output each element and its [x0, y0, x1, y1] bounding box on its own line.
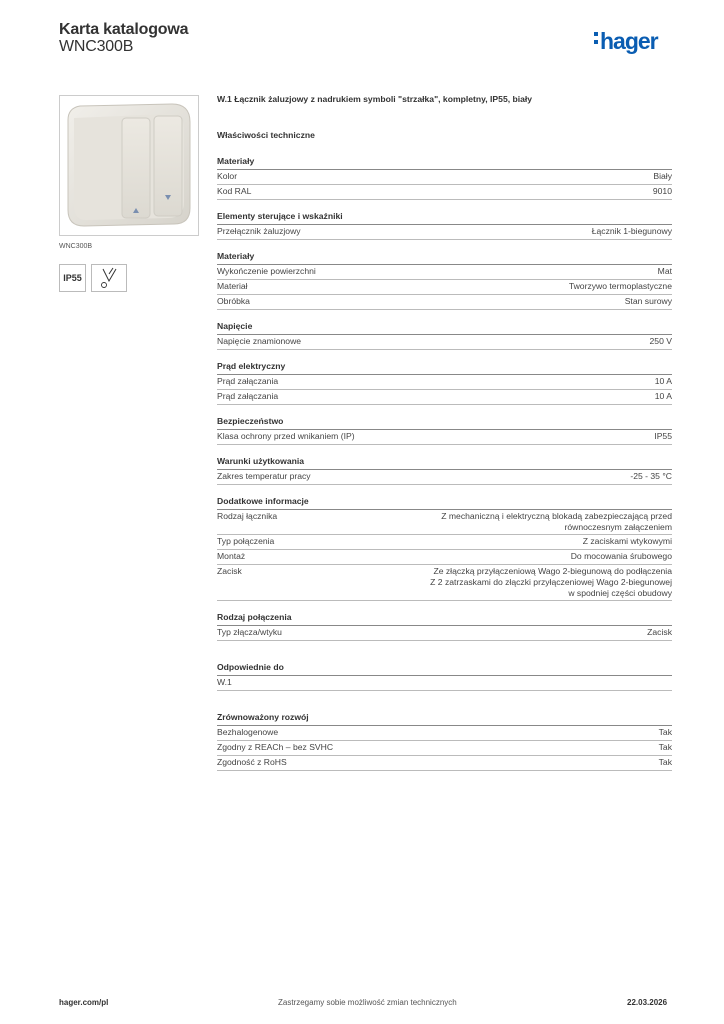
spec-group-title: Napięcie — [217, 320, 672, 335]
spec-value: Z mechaniczną i elektryczną blokadą zabezpieczającą przed równoczesnym załączeniem — [441, 511, 672, 532]
spec-row — [217, 741, 672, 756]
product-image-caption: WNC300B — [59, 243, 93, 250]
spec-groups — [217, 155, 672, 771]
spec-row — [217, 225, 672, 240]
section-title: Właściwości techniczne — [217, 130, 315, 140]
spec-group-title: Prąd elektryczny — [217, 360, 672, 375]
spec-content — [217, 94, 672, 781]
spec-group — [217, 661, 672, 691]
spec-value: IP55 — [654, 431, 672, 441]
spec-value: Biały — [653, 171, 672, 181]
spec-row — [217, 390, 672, 405]
product-code: WNC300B — [59, 38, 134, 55]
footer-disclaimer: Zastrzegamy sobie możliwość zmian technicznych — [278, 998, 457, 1007]
spec-group-title: Zrównoważony rozwój — [217, 711, 672, 726]
spec-row — [217, 375, 672, 390]
spec-key: Przełącznik żaluzjowy — [217, 226, 301, 236]
spec-group — [217, 415, 672, 445]
spec-key: Kolor — [217, 171, 238, 181]
spec-row — [217, 550, 672, 565]
spec-key: Zgodny z REACh – bez SVHC — [217, 742, 334, 752]
spec-row — [217, 470, 672, 485]
spec-group — [217, 250, 672, 310]
spec-key: Materiał — [217, 281, 248, 291]
spec-row — [217, 265, 672, 280]
spec-row — [217, 676, 672, 691]
spec-group-title: Materiały — [217, 155, 672, 170]
spec-value: Tak — [658, 742, 672, 752]
spec-group — [217, 495, 672, 601]
spec-group — [217, 611, 672, 641]
spec-row — [217, 726, 672, 741]
spec-value: Stan surowy — [624, 296, 672, 306]
spec-value: Tak — [658, 757, 672, 767]
spec-value: Do mocowania śrubowego — [570, 551, 672, 561]
spec-group — [217, 360, 672, 405]
spec-group-title: Dodatkowe informacje — [217, 495, 672, 510]
spec-row — [217, 185, 672, 200]
spec-group — [217, 210, 672, 240]
spec-group — [217, 711, 672, 771]
spec-value: 250 V — [649, 336, 672, 346]
product-description: W.1 Łącznik żaluzjowy z nadrukiem symboli "strzałka", kompletny, IP55, biały — [217, 94, 533, 104]
product-image — [59, 95, 199, 236]
spec-row — [217, 626, 672, 641]
spec-value: -25 - 35 °C — [630, 471, 672, 481]
spec-key: Typ połączenia — [217, 536, 275, 546]
spec-group-title: Elementy sterujące i wskaźniki — [217, 210, 672, 225]
document-title: Karta katalogowa — [59, 21, 189, 38]
spec-key: Zakres temperatur pracy — [217, 471, 311, 481]
ip-rating-badge: IP55 — [59, 264, 86, 292]
spec-key: Zacisk — [217, 566, 242, 576]
spec-value: Tak — [658, 727, 672, 737]
spec-key: Obróbka — [217, 296, 250, 306]
spec-key: Bezhalogenowe — [217, 727, 279, 737]
footer-website: hager.com/pl — [59, 998, 109, 1007]
spec-group-title: Warunki użytkowania — [217, 455, 672, 470]
spec-value: Z zaciskami wtykowymi — [582, 536, 672, 546]
spec-key: W.1 — [217, 677, 232, 687]
spec-value: Ze złączką przyłączeniową Wago 2-biegunową do podłączenia Z 2 zatrzaskami do złączki przyłączeniowej Wago 2-biegunowej w spodniej części obudowy — [430, 566, 672, 598]
footer-date: 22.03.2026 — [627, 998, 668, 1007]
spec-value: Mat — [657, 266, 672, 276]
spec-group-title: Rodzaj połączenia — [217, 611, 672, 626]
spec-key: Prąd załączania — [217, 391, 279, 401]
switch-symbol-icon — [91, 264, 127, 292]
spec-group-title: Materiały — [217, 250, 672, 265]
spec-key: Typ złącza/wtyku — [217, 627, 282, 637]
spec-value: Zacisk — [647, 627, 672, 637]
spec-key: Montaż — [217, 551, 246, 561]
spec-key: Napięcie znamionowe — [217, 336, 302, 346]
spec-key: Rodzaj łącznika — [217, 511, 278, 521]
spec-row — [217, 295, 672, 310]
spec-value: Łącznik 1-biegunowy — [591, 226, 672, 236]
spec-value: 10 A — [654, 391, 672, 401]
spec-row — [217, 535, 672, 550]
spec-row — [217, 280, 672, 295]
spec-key: Kod RAL — [217, 186, 252, 196]
spec-key: Prąd załączania — [217, 376, 279, 386]
spec-key: Wykończenie powierzchni — [217, 266, 316, 276]
spec-group-title: Odpowiednie do — [217, 661, 672, 676]
spec-value: 9010 — [652, 186, 672, 196]
spec-group — [217, 320, 672, 350]
spec-group-title: Bezpieczeństwo — [217, 415, 672, 430]
spec-value: 10 A — [654, 376, 672, 386]
spec-group — [217, 455, 672, 485]
hager-logo: hager — [594, 28, 658, 55]
spec-row — [217, 430, 672, 445]
spec-key: Klasa ochrony przed wnikaniem (IP) — [217, 431, 355, 441]
switch-illustration — [60, 96, 198, 235]
spec-key: Zgodność z RoHS — [217, 757, 287, 767]
spec-row — [217, 335, 672, 350]
spec-row — [217, 756, 672, 771]
spec-row — [217, 170, 672, 185]
spec-row — [217, 565, 672, 601]
spec-row — [217, 510, 672, 535]
spec-value: Tworzywo termoplastyczne — [568, 281, 672, 291]
spec-group — [217, 155, 672, 200]
